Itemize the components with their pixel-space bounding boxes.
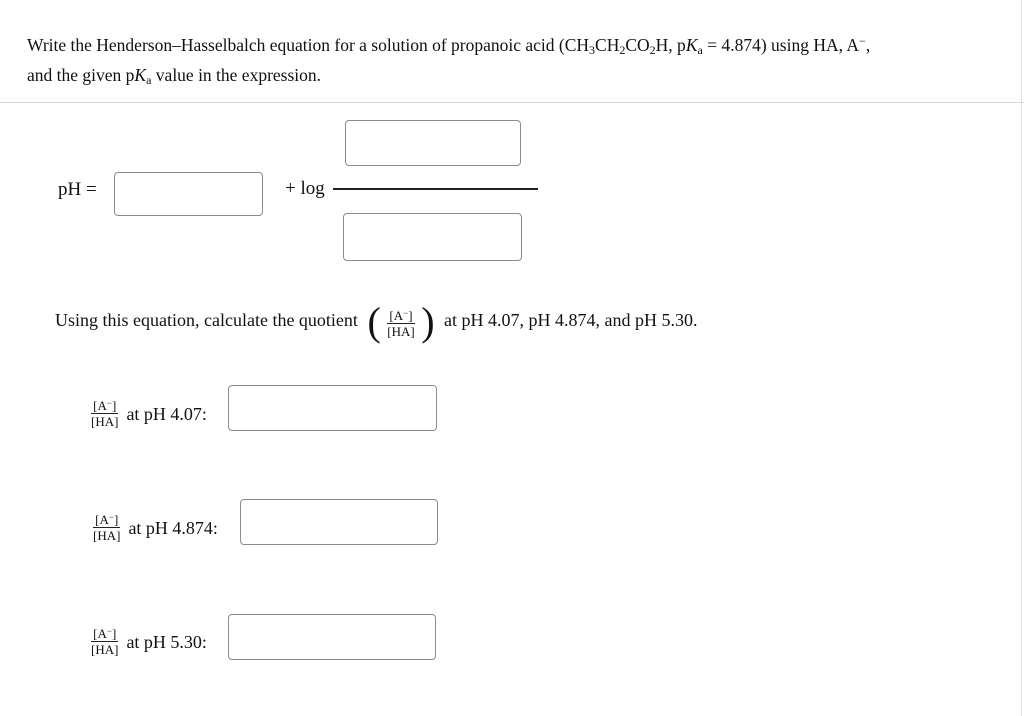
prompt-superscript: −: [859, 34, 866, 48]
prompt-divider: [0, 102, 1024, 103]
question-text: at pH 4.07, pH 4.874, and pH 5.30.: [444, 310, 698, 330]
ratio-num-sup: −: [108, 512, 114, 522]
ratio-num-sup: −: [106, 398, 112, 408]
row-label-text: at pH 5.30:: [126, 631, 207, 652]
ratio-num-sup: −: [403, 308, 409, 319]
question-text: Using this equation, calculate the quotient: [55, 310, 358, 330]
prompt-text: Write the Henderson–Hasselbalch equation for a solution of propanoic acid (CH: [27, 35, 590, 55]
ratio-fraction: [91, 399, 118, 428]
ratio-num-text: ]: [113, 512, 119, 527]
prompt-text: value in the expression.: [151, 65, 322, 85]
ratio-num-text: [A: [93, 398, 107, 413]
open-paren: (: [367, 298, 381, 344]
row-label-text: at pH 4.874:: [128, 517, 218, 538]
ratio-input-ph-5-30[interactable]: [228, 614, 436, 660]
ratio-input-ph-4-07[interactable]: [228, 385, 437, 431]
row-label-ph-4-874: [91, 513, 218, 542]
ratio-numerator: [91, 399, 118, 414]
ratio-denominator: [HA]: [93, 528, 121, 543]
ratio-numerator: [387, 309, 414, 324]
prompt-subscript: a: [146, 73, 152, 87]
prompt-text: = 4.874) using HA, A: [702, 35, 860, 55]
ratio-denominator: [HA]: [387, 324, 415, 340]
prompt-text: H, p: [655, 35, 686, 55]
prompt-subscript: 2: [649, 43, 656, 57]
pka-answer-input[interactable]: [114, 172, 263, 216]
prompt-subscript: 2: [619, 43, 626, 57]
log-numerator-input[interactable]: [345, 120, 521, 166]
quotient-expression: [367, 300, 434, 344]
prompt-italic-k: K: [685, 35, 698, 55]
ratio-fraction: [91, 627, 118, 656]
ratio-num-sup: −: [106, 626, 112, 636]
prompt-subscript: a: [697, 43, 703, 57]
row-label-ph-5-30: [89, 627, 207, 656]
ratio-input-ph-4-874[interactable]: [240, 499, 438, 545]
ratio-numerator: [91, 627, 118, 642]
ratio-fraction: [387, 309, 414, 338]
ratio-fraction: [93, 513, 120, 542]
prompt-text: and the given p: [27, 65, 135, 85]
ratio-num-text: ]: [111, 398, 117, 413]
row-label-ph-4-07: [89, 399, 207, 428]
ratio-numerator: [93, 513, 120, 528]
ph-equals-label: pH =: [58, 179, 97, 200]
prompt-line-2: [27, 60, 1017, 90]
quotient-question: [55, 298, 698, 344]
ratio-num-text: [A: [389, 308, 404, 324]
ratio-num-text: [A: [95, 512, 109, 527]
question-prompt: [27, 30, 1017, 90]
plus-log-label: + log: [285, 178, 325, 199]
ratio-num-text: ]: [111, 626, 117, 641]
ratio-denominator: [HA]: [91, 414, 119, 429]
card-border: [1021, 0, 1022, 716]
prompt-italic-k: K: [134, 65, 147, 85]
row-label-text: at pH 4.07:: [126, 403, 207, 424]
ratio-num-text: ]: [408, 308, 413, 324]
prompt-line-1: [27, 30, 1017, 60]
log-denominator-input[interactable]: [343, 213, 522, 261]
ratio-num-text: [A: [93, 626, 107, 641]
prompt-subscript: 3: [589, 43, 596, 57]
prompt-text: CH: [595, 35, 620, 55]
close-paren: ): [421, 298, 435, 344]
fraction-bar: [333, 188, 538, 190]
prompt-text: CO: [625, 35, 650, 55]
prompt-text: ,: [865, 35, 871, 55]
ratio-denominator: [HA]: [91, 642, 119, 657]
